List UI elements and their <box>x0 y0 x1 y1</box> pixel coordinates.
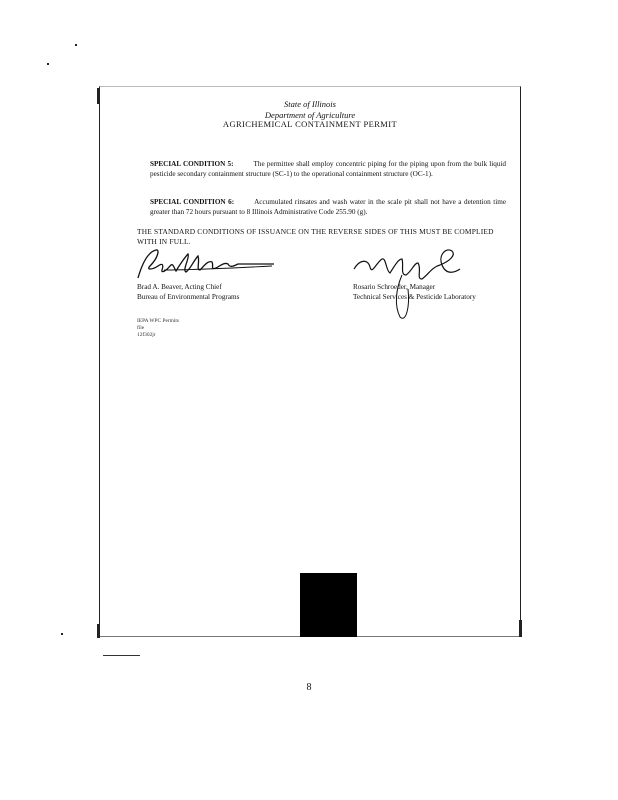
special-condition-5 <box>150 160 506 179</box>
redaction-block <box>300 573 357 637</box>
scan-speck <box>75 44 77 46</box>
signature-left-graphic <box>134 244 276 284</box>
condition-label: SPECIAL CONDITION 6: <box>150 198 235 206</box>
signer-block-right <box>353 283 476 302</box>
special-condition-6 <box>150 198 506 217</box>
state-heading: State of Illinois <box>284 99 336 109</box>
copy-distribution-list <box>137 318 179 339</box>
footnote-rule <box>103 655 140 656</box>
scan-edge-mark <box>97 624 100 638</box>
signer-name-title: Brad A. Beaver, Acting Chief <box>137 283 222 291</box>
signer-bureau: Technical Services & Pesticide Laboratory <box>353 292 476 301</box>
scan-speck <box>47 63 49 65</box>
scan-edge-mark <box>519 620 522 637</box>
signer-bureau: Bureau of Environmental Programs <box>137 292 240 301</box>
condition-text: The permittee shall employ concentric piping for the piping upon from the bulk liquid pesticide secondary containment structure (SC-1) to the operational containment structure (OC-1). <box>150 160 507 178</box>
signer-name-title: Rosario Schroeder, Manager <box>353 283 436 291</box>
permit-title: AGRICHEMICAL CONTAINMENT PERMIT <box>222 119 398 129</box>
page-number: 8 <box>306 682 312 693</box>
standard-conditions-notice: THE STANDARD CONDITIONS OF ISSUANCE ON THE REVERSE SIDES OF THIS MUST BE COMPLIED WITH IN FULL. <box>137 227 494 246</box>
condition-text: Accumulated rinsates and wash water in the scale pit shall not have a detention time greater than 72 hours pursuant to 8 Illinois Administrative Code 255.90 (g). <box>150 198 507 216</box>
copy-line: IEPA WPC Permits <box>137 318 179 324</box>
condition-label: SPECIAL CONDITION 5: <box>150 160 234 168</box>
scan-speck <box>61 633 63 635</box>
department-heading: Department of Agriculture <box>264 110 356 120</box>
signer-block-left <box>137 283 239 302</box>
copy-line: 12f302jr <box>137 332 156 338</box>
copy-line: file <box>137 325 145 331</box>
